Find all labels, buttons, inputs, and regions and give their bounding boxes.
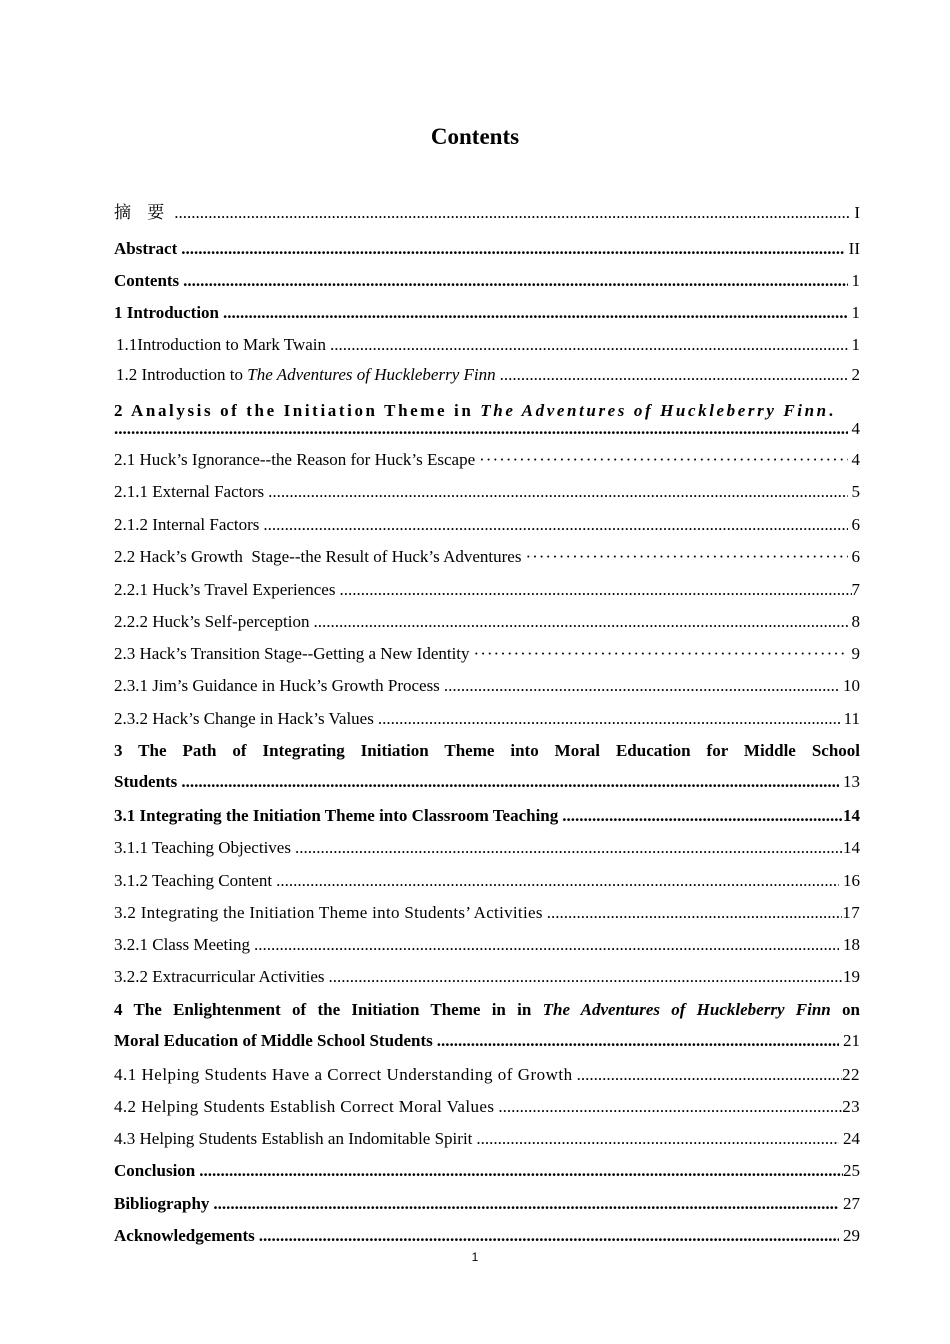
toc-page: 22 [842, 1065, 860, 1084]
toc-label: Conclusion [114, 1161, 196, 1180]
toc-label: 1 Introduction [114, 303, 220, 322]
toc-label: 3.2.1 Class Meeting [114, 935, 250, 954]
toc-label: Acknowledgements [114, 1226, 255, 1245]
toc-entry-chapter-3-line1[interactable]: 3 The Path of Integrating Initiation Theme into Moral Education for Middle School [114, 741, 860, 760]
toc-label: 2.2.1 Huck’s Travel Experiences [114, 580, 336, 599]
toc-label: 3.1 Integrating the Initiation Theme into Classroom Teaching [114, 806, 559, 825]
toc-entry-conclusion[interactable] [114, 1160, 860, 1182]
toc-page: 1 [851, 303, 860, 322]
toc-label: 2.1 Huck’s Ignorance--the Reason for Huck’s Escape [114, 450, 476, 469]
toc-leader [114, 418, 848, 440]
toc-entry-3-2[interactable] [114, 902, 860, 924]
toc-entry-3-2-1[interactable] [114, 934, 860, 956]
toc-page: 6 [851, 547, 860, 566]
page-title: Contents [430, 124, 520, 149]
toc-label: 2.3.1 Jim’s Guidance in Huck’s Growth Process [114, 676, 440, 695]
toc-page: 4 [851, 450, 860, 469]
toc-page: 1 [851, 271, 860, 290]
toc-entry-chapter-2-line2[interactable] [114, 418, 860, 440]
toc-leader [268, 481, 847, 503]
toc-entry-chapter-4-line2[interactable] [114, 1030, 860, 1052]
toc-entry-2-1-2[interactable] [114, 514, 860, 536]
toc-label: 3.2.2 Extracurricular Activities [114, 967, 325, 986]
toc-leader [474, 643, 848, 665]
toc-entry-bibliography[interactable] [114, 1193, 860, 1215]
toc-leader [329, 966, 843, 988]
toc-leader [437, 1030, 839, 1052]
toc-leader [313, 611, 847, 633]
toc-entry-1-2[interactable] [116, 364, 860, 386]
toc-leader [223, 302, 847, 324]
toc-page: 25 [843, 1161, 860, 1180]
toc-label: 4.2 Helping Students Establish Correct Moral Values [114, 1097, 495, 1116]
toc-entry-2-3-1[interactable] [114, 675, 860, 697]
book-title: The Adventures of Huckleberry Finn [542, 1000, 831, 1019]
toc-leader [259, 1225, 839, 1247]
toc-page: 5 [851, 482, 860, 501]
toc-page: 11 [843, 709, 860, 728]
toc-label: 4.3 Helping Students Establish an Indomitable Spirit [114, 1129, 473, 1148]
toc-entry-chapter-1[interactable] [114, 302, 860, 324]
toc-leader [378, 708, 840, 730]
toc-entry-2-2-2[interactable] [114, 611, 860, 633]
toc-leader [500, 364, 848, 386]
toc-entry-2-1[interactable] [114, 449, 860, 471]
toc-entry-4-2[interactable] [114, 1096, 860, 1118]
toc-leader [263, 514, 847, 536]
toc-page: 9 [851, 644, 860, 663]
toc-page: 27 [843, 1194, 860, 1213]
toc-entry-2-2-1[interactable] [114, 579, 860, 601]
toc-leader [476, 1128, 839, 1150]
toc-entry-chapter-3-line2[interactable] [114, 771, 860, 793]
toc-label: 3.2 Integrating the Initiation Theme into Students’ Activities [114, 903, 543, 922]
toc-label: 2.1.2 Internal Factors [114, 515, 260, 534]
toc-leader [181, 771, 839, 793]
toc-label-text: 2 Analysis of the Initiation Theme in [114, 401, 481, 420]
toc-label: 3.1.1 Teaching Objectives [114, 838, 291, 857]
toc-leader [444, 675, 839, 697]
toc-label: 1.1Introduction to Mark Twain [116, 335, 327, 354]
toc-entry-acknowledgements[interactable] [114, 1225, 860, 1247]
toc-label-text: 4 The Enlightenment of the Initiation Theme in in [114, 1000, 543, 1019]
toc-label: Students [114, 772, 178, 791]
toc-label-text: . [828, 401, 836, 420]
toc-leader [213, 1193, 839, 1215]
toc-label: 2.2 Hack’s Growth Stage--the Result of Huck’s Adventures [114, 547, 522, 566]
toc-label: 4.1 Helping Students Have a Correct Understanding of Growth [114, 1065, 573, 1084]
toc-leader [174, 202, 850, 224]
toc-leader [562, 805, 843, 827]
toc-leader [295, 837, 843, 859]
toc-leader [547, 902, 843, 924]
toc-label: 摘 要 [114, 203, 171, 222]
toc-entry-3-1[interactable] [114, 805, 860, 827]
toc-label: 2.2.2 Huck’s Self-perception [114, 612, 310, 631]
toc-page: 13 [843, 772, 860, 791]
toc-page: 19 [843, 967, 860, 986]
book-title: The Adventures of Huckleberry Finn [247, 365, 496, 384]
toc-entry-4-3[interactable] [114, 1128, 860, 1150]
toc-entry-3-1-2[interactable] [114, 870, 860, 892]
toc-leader [577, 1064, 842, 1086]
toc-page: 16 [843, 871, 860, 890]
toc-leader [330, 334, 847, 356]
toc-label: 2.1.1 External Factors [114, 482, 265, 501]
toc-page: 14 [843, 806, 860, 825]
toc-leader [498, 1096, 842, 1118]
toc-label: Abstract [114, 239, 178, 258]
toc-label: Contents [114, 271, 180, 290]
toc-entry-3-1-1[interactable] [114, 837, 860, 859]
toc-leader [183, 270, 847, 292]
toc-leader [199, 1160, 843, 1182]
toc-entry-zhaiyao[interactable] [114, 202, 860, 224]
toc-page: 18 [843, 935, 860, 954]
toc-leader [181, 238, 844, 260]
toc-leader [254, 934, 839, 956]
toc-entry-chapter-4-line1[interactable] [114, 999, 860, 1021]
toc-leader [276, 870, 839, 892]
book-title: The Adventures of Huckleberry Finn [480, 401, 829, 420]
toc-page: II [848, 239, 860, 258]
toc-page: 29 [843, 1226, 860, 1245]
toc-page: 6 [851, 515, 860, 534]
toc-page: 21 [843, 1031, 860, 1050]
toc-entry-contents[interactable] [114, 270, 860, 292]
toc-entry-2-1-1[interactable] [114, 481, 860, 503]
toc-leader [339, 579, 851, 601]
toc-page: 4 [851, 419, 860, 438]
toc-page: 17 [842, 903, 860, 922]
toc-label: 2.3.2 Hack’s Change in Hack’s Values [114, 709, 374, 728]
toc-page: 24 [843, 1129, 860, 1148]
toc-entry-3-2-2[interactable] [114, 966, 860, 988]
toc-leader [479, 449, 847, 471]
toc-label: 3.1.2 Teaching Content [114, 871, 273, 890]
toc-label: 2.3 Hack’s Transition Stage--Getting a New Identity [114, 644, 470, 663]
page-number: 1 [471, 1250, 479, 1264]
toc-entry-1-1[interactable] [116, 334, 860, 356]
toc-page: 23 [842, 1097, 860, 1116]
toc-page: 1 [851, 335, 860, 354]
toc-entry-2-3-2[interactable] [114, 708, 860, 730]
toc-page: 14 [843, 838, 860, 857]
toc-entry-abstract[interactable] [114, 238, 860, 260]
toc-page: 10 [843, 676, 860, 695]
toc-label: Moral Education of Middle School Students [114, 1031, 433, 1050]
toc-label: Bibliography [114, 1194, 210, 1213]
toc-entry-2-3[interactable] [114, 643, 860, 665]
toc-leader [525, 546, 847, 568]
toc-label-text: on [830, 1000, 860, 1019]
toc-label-text: 1.2 Introduction to [116, 365, 248, 384]
toc-page: 7 [851, 580, 860, 599]
toc-entry-4-1[interactable] [114, 1064, 860, 1086]
toc-page: I [854, 203, 860, 222]
toc-label [116, 364, 496, 386]
toc-entry-2-2[interactable] [114, 546, 860, 568]
toc-page: 2 [851, 365, 860, 384]
toc-page: 8 [851, 612, 860, 631]
